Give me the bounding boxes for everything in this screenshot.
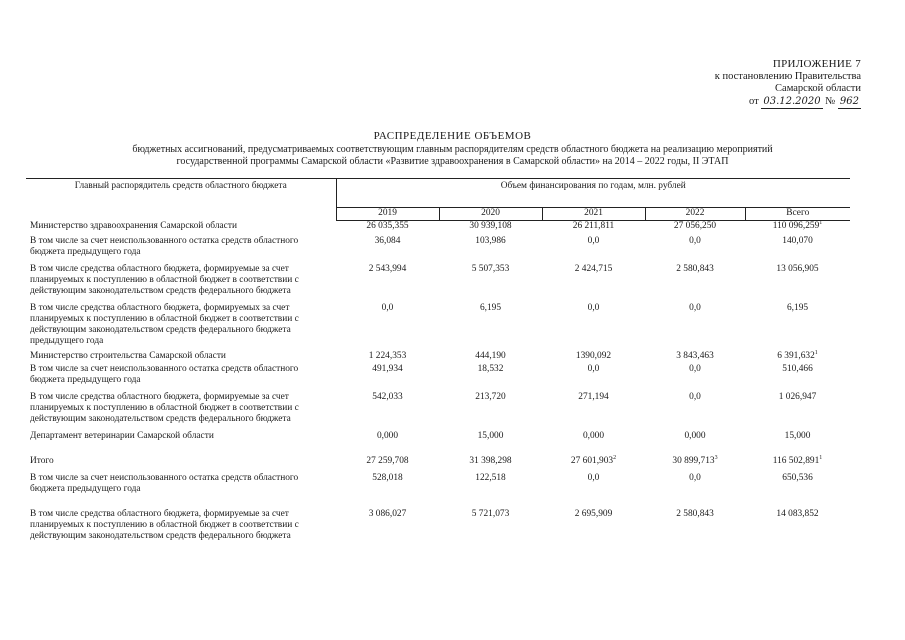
footnote-mark: 2	[613, 454, 617, 461]
row-value	[542, 347, 645, 362]
subtitle-line-2: государственной программы Самарской области «Развитие здравоохранения в Самарской области» на 2014 – 2022 годы, II ЭТАП	[176, 156, 729, 167]
row-label: Департамент ветеринарии Самарской области	[30, 431, 214, 441]
row-value	[645, 442, 745, 467]
table-row	[26, 362, 850, 386]
row-value	[745, 232, 850, 258]
row-label: В том числе за счет неиспользованного остатка средств областного бюджета предыдущего года	[30, 236, 299, 257]
value-text: 18,532	[477, 364, 504, 374]
row-value	[745, 467, 850, 495]
value-text: 0,0	[587, 236, 600, 246]
row-value	[645, 232, 745, 258]
row-value	[745, 221, 850, 233]
value-text: 528,018	[372, 473, 403, 483]
row-value	[745, 258, 850, 297]
value-text: 5 721,073	[471, 509, 510, 519]
row-value	[336, 467, 439, 495]
value-text: 444,190	[475, 351, 506, 361]
value-text: 6 391,632	[777, 351, 815, 361]
value-text: 0,0	[689, 392, 701, 402]
value-text: 3 843,463	[676, 351, 714, 361]
value-text: 13 056,905	[776, 264, 819, 274]
row-value	[542, 362, 645, 386]
row-value	[542, 258, 645, 297]
row-label: Итого	[30, 456, 54, 466]
appendix-block	[715, 58, 861, 109]
row-value	[745, 495, 850, 542]
row-label: Министерство строительства Самарской области	[30, 351, 226, 361]
value-text: 1 224,353	[368, 351, 407, 361]
row-value	[439, 386, 542, 425]
value-text: 0,0	[587, 303, 600, 313]
value-text: 510,466	[782, 364, 813, 374]
row-value	[439, 232, 542, 258]
row-value	[439, 221, 542, 233]
row-value	[745, 386, 850, 425]
subtitle-line-1: бюджетных ассигнований, предусматриваемых соответствующим главным распорядителям средств областного бюджета на реализацию мероприятий	[132, 144, 773, 155]
table-row	[26, 297, 850, 347]
row-value	[645, 362, 745, 386]
footnote-mark: 1	[819, 219, 823, 226]
header-year-2019: 2019	[336, 208, 439, 221]
value-text: 2 580,843	[676, 264, 714, 274]
row-value	[439, 362, 542, 386]
value-text: 27 056,250	[673, 221, 717, 231]
table-row	[26, 221, 850, 233]
appendix-date-line	[715, 96, 861, 110]
header-year-2020: 2020	[439, 208, 542, 221]
table-row	[26, 442, 850, 467]
row-value	[645, 347, 745, 362]
row-value	[645, 495, 745, 542]
value-text: 2 580,843	[676, 509, 714, 519]
value-text: 14 083,852	[776, 509, 819, 519]
value-text: 271,194	[578, 392, 609, 402]
value-text: 6,195	[786, 303, 809, 313]
value-text: 0,000	[376, 431, 399, 441]
footnote-mark: 3	[714, 454, 718, 461]
value-text: 0,0	[381, 303, 394, 313]
row-value	[336, 386, 439, 425]
value-text: 27 259,708	[366, 456, 409, 466]
row-value	[542, 467, 645, 495]
row-value	[336, 347, 439, 362]
value-text: 2 424,715	[574, 264, 613, 274]
value-text: 0,000	[582, 431, 605, 441]
value-text: 0,0	[587, 364, 600, 374]
value-text: 6,195	[479, 303, 502, 313]
header-recipient: Главный распорядитель средств областного бюджета	[26, 179, 336, 221]
value-text: 116 502,891	[772, 456, 820, 466]
row-label: В том числе средства областного бюджета, формируемых за счет планируемых к поступлению в областной бюджет в соответствии с действующим законодательством средств федерального бюджета предыдущего года	[30, 303, 299, 346]
row-value	[439, 258, 542, 297]
value-text: 110 096,259	[772, 221, 820, 231]
value-text: 1 026,947	[778, 392, 817, 402]
appendix-resolution: к постановлению Правительства	[714, 70, 861, 82]
row-label: В том числе средства областного бюджета, формируемые за счет планируемых к поступлению в областной бюджет в соответствии с действующим законодательством средств федерального бюджета	[30, 264, 299, 296]
date-prefix: от	[749, 95, 759, 107]
value-text: 1390,092	[575, 351, 612, 361]
value-text: 30 899,713	[672, 456, 715, 466]
value-text: 0,0	[689, 473, 701, 483]
row-value	[336, 258, 439, 297]
footnote-mark: 1	[814, 349, 818, 356]
row-label: В том числе за счет неиспользованного остатка средств областного бюджета предыдущего года	[30, 364, 299, 385]
row-label: В том числе средства областного бюджета, формируемые за счет планируемых к поступлению в областной бюджет в соответствии с действующим законодательством средств федерального бюджета	[30, 509, 299, 541]
value-text: 650,536	[782, 473, 813, 483]
row-value	[439, 442, 542, 467]
row-value	[745, 297, 850, 347]
value-text: 27 601,903	[570, 456, 614, 466]
row-value	[439, 467, 542, 495]
value-text: 542,033	[372, 392, 403, 402]
row-value	[745, 347, 850, 362]
value-text: 122,518	[475, 473, 506, 483]
row-label: В том числе средства областного бюджета, формируемые за счет планируемых к поступлению в областной бюджет в соответствии с действующим законодательством средств федерального бюджета	[30, 392, 299, 424]
value-text: 26 211,811	[572, 221, 615, 231]
row-value	[439, 297, 542, 347]
value-text: 2 695,909	[574, 509, 613, 519]
value-text: 15,000	[784, 431, 811, 441]
value-text: 0,0	[689, 364, 701, 374]
row-value	[745, 425, 850, 442]
table-row	[26, 495, 850, 542]
value-text: 5 507,353	[471, 264, 510, 274]
row-value	[439, 347, 542, 362]
row-value	[542, 221, 645, 233]
row-label: В том числе за счет неиспользованного остатка средств областного бюджета предыдущего года	[30, 473, 299, 494]
value-text: 26 035,355	[366, 221, 409, 231]
value-text: 2 543,994	[368, 264, 407, 274]
value-text: 213,720	[475, 392, 506, 402]
footnote-mark: 1	[819, 454, 823, 461]
value-text: 3 086,027	[368, 509, 407, 519]
value-text: 36,084	[374, 236, 401, 246]
row-label: Министерство здравоохранения Самарской области	[30, 220, 237, 231]
header-year-2022: 2022	[645, 208, 745, 221]
row-value	[745, 362, 850, 386]
header-year-2021: 2021	[542, 208, 645, 221]
row-value	[542, 495, 645, 542]
number-prefix: №	[825, 95, 836, 107]
financing-table	[26, 178, 850, 542]
number-handwritten: 962	[838, 96, 861, 110]
header-total: Всего	[745, 208, 850, 221]
table-row	[26, 232, 850, 258]
value-text: 31 398,298	[469, 456, 512, 466]
value-text: 0,0	[689, 236, 701, 246]
row-value	[542, 297, 645, 347]
row-value	[336, 425, 439, 442]
row-value	[645, 258, 745, 297]
row-value	[542, 386, 645, 425]
value-text: 0,0	[587, 473, 600, 483]
value-text: 0,000	[684, 431, 706, 441]
table-row	[26, 347, 850, 362]
row-value	[336, 232, 439, 258]
row-value	[542, 442, 645, 467]
table-row	[26, 258, 850, 297]
appendix-region: Самарской области	[775, 83, 861, 94]
row-value	[336, 442, 439, 467]
value-text: 140,070	[782, 236, 813, 246]
table-row	[26, 425, 850, 442]
row-value	[645, 467, 745, 495]
row-value	[336, 221, 439, 233]
document-title: РАСПРЕДЕЛЕНИЕ ОБЪЕМОВ	[373, 130, 532, 142]
value-text: 15,000	[477, 431, 504, 441]
value-text: 103,986	[475, 236, 506, 246]
row-value	[336, 362, 439, 386]
row-value	[542, 232, 645, 258]
header-funding-by-year: Объем финансирования по годам, млн. рублей	[500, 181, 686, 191]
table-row	[26, 467, 850, 495]
value-text: 491,934	[372, 364, 403, 374]
row-value	[439, 495, 542, 542]
row-value	[336, 297, 439, 347]
value-text: 30 939,108	[469, 221, 512, 231]
row-value	[336, 495, 439, 542]
row-value	[645, 297, 745, 347]
row-value	[645, 221, 745, 233]
row-value	[542, 425, 645, 442]
table-body	[26, 221, 850, 543]
appendix-title: ПРИЛОЖЕНИЕ 7	[772, 58, 861, 70]
table-row	[26, 386, 850, 425]
row-value	[645, 425, 745, 442]
date-handwritten: 03.12.2020	[761, 96, 822, 110]
row-value	[645, 386, 745, 425]
value-text: 0,0	[689, 303, 701, 313]
row-value	[745, 442, 850, 467]
table-header-row	[26, 179, 850, 208]
row-value	[439, 425, 542, 442]
document-subtitle	[90, 144, 815, 168]
